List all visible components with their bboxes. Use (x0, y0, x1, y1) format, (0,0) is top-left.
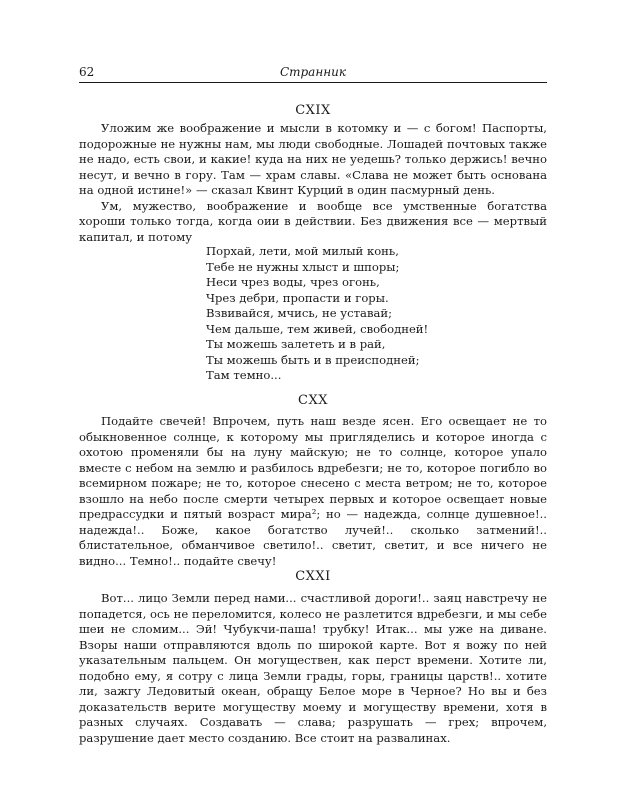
verse-block (206, 244, 546, 384)
verse-line: Чрез дебри, пропасти и горы. (206, 290, 389, 305)
verse-line: Ты можешь залететь и в рай, (206, 337, 386, 351)
paragraph: Вот... лицо Земли перед нами... счастливой дороги!.. заяц навстречу не попадется, ось не переломится, колесо не разлетится вдребезги, и мы себе шеи не сломим... Эй! Чубукчи-паша! трубку! Итак... мы уже на диване. Взоры наши отправляются вдоль по широкой карте. Вот я вожу по ней указательным пальцем. Он могуществен, как перст времени. Хотите ли, подобно ему, я сотру с лица Земли грады, горы, границы царств!.. хотите ли, зажгу Ледовитый океан, обращу Белое море в Черное? Но вы и без доказательств верите могуществу моему и могуществу времени, хотя в разных случаях. Создавать — слава; разрушать — грех; впрочем, разрушение дает место созданию. Все стоит на развалинах. (79, 591, 547, 745)
verse-line: Чем дальше, тем живей, свободней! (206, 321, 429, 336)
paragraph: Уложим же воображение и мысли в котомку и — с богом! Паспорты, подорожные не нужны нам, мы люди свободные. Лошадей почтовых также не надо, есть свои, и какие! куда на них не уедешь? только держись! вечно несут, и вечно в гору. Там — храм славы. «Слава не может быть основана на одной истине!» — сказал Квинт Курций в один пасмурный день. (79, 121, 547, 197)
header-rule (79, 82, 547, 83)
section-cxix-body (79, 121, 547, 245)
section-title-cxix: CXIX (295, 103, 331, 118)
paragraph: Подайте свечей! Впрочем, путь наш везде ясен. Его освещает не то обыкновенное солнце, к которому мы пригляделись и которое иногда с охотою променяли бы на луну майскую; не то солнце, которое упало вместе с небом на землю и разбилось вдребезги; не то, которое погибло во всемирном пожаре; не то, которое снесено с места ветром; не то, которое взошло на небо после смерти четырех первых и которое освещает новые предрассудки и пятый возраст мира²; но — надежда, солнце душевное!.. надежда!.. Боже, какое богатство лучей!.. сколько затмений!.. блистательное, обманчивое светило!.. светит, светит, и все ничего не видно... Темно!.. подайте свечу! (79, 414, 547, 568)
verse-line: Взвивайся, мчись, не уставай; (206, 306, 393, 320)
verse-line: Неси чрез воды, чрез огонь, (206, 275, 380, 289)
section-cxxi-body (79, 591, 547, 746)
verse-line: Порхай, лети, мой милый конь, (206, 244, 399, 258)
section-title-cxxi: CXXI (295, 569, 331, 584)
section-cxx-body (79, 414, 547, 569)
section-title-cxx: CXX (298, 393, 328, 408)
paragraph: Ум, мужество, воображение и вообще все умственные богатства хороши только тогда, когда оии в действии. Без движения все — мертвый капитал, и потому (79, 198, 547, 244)
verse-line: Тебе не нужны хлыст и шпоры; (206, 259, 400, 274)
page-header (79, 64, 547, 80)
page-number: 62 (79, 65, 95, 79)
running-title: Странник (279, 65, 347, 79)
verse-line: Ты можешь быть и в преисподней; (206, 352, 420, 367)
verse-line: Там темно... (206, 368, 282, 382)
